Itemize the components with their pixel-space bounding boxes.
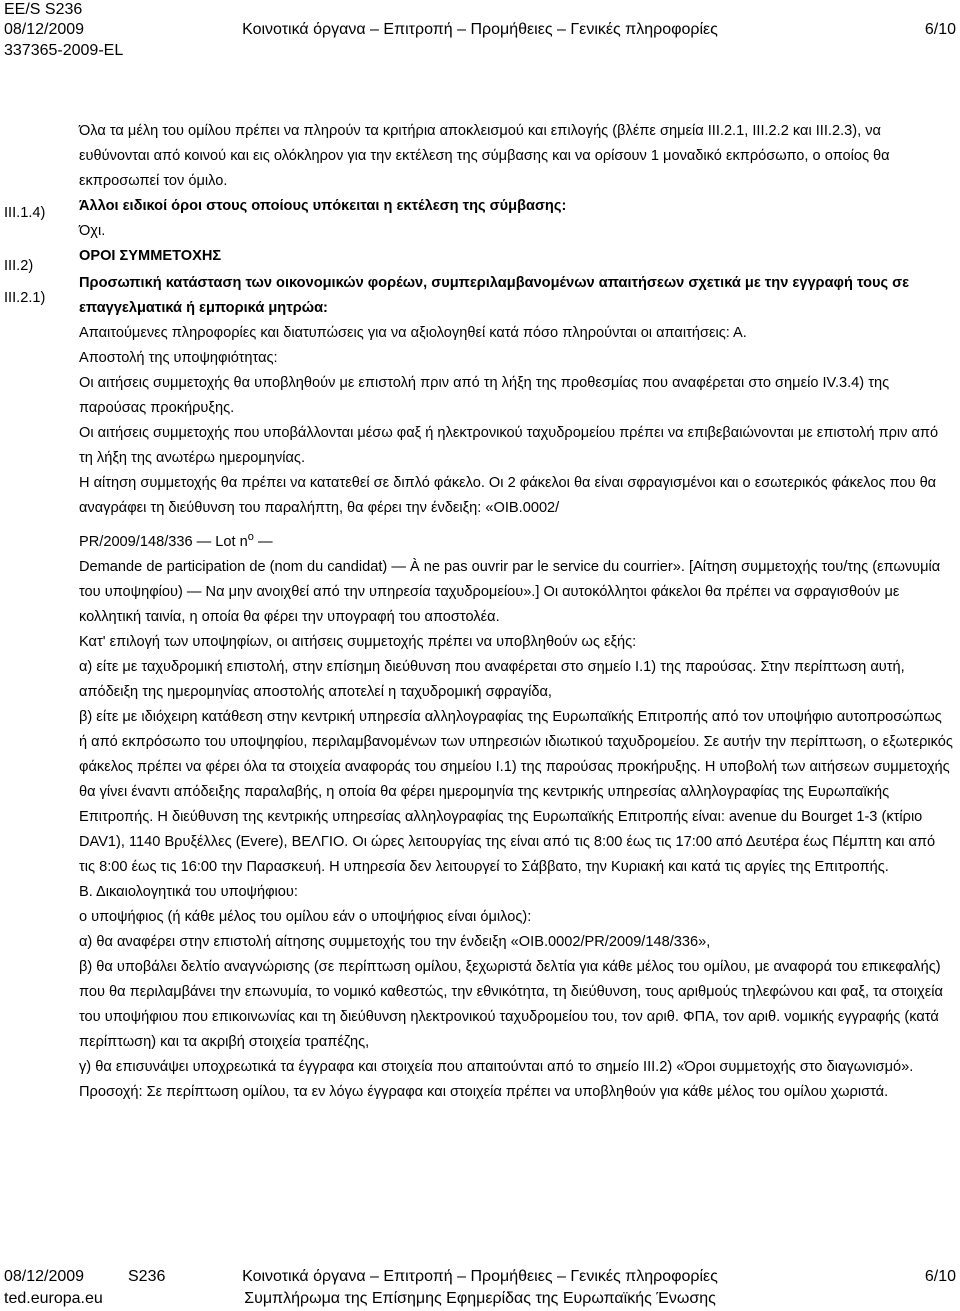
paragraph: Οι αιτήσεις συμμετοχής που υποβάλλονται μέσω φαξ ή ηλεκτρονικού ταχυδρομείου πρέπει να επιβεβαιώνονται με επιστολή πριν από τη λήξη της ανωτέρω ημερομηνίας. [79,425,939,466]
paragraph: Β. Δικαιολογητικά του υποψήφιου: [79,883,298,900]
footer-series: S236 [128,1268,166,1285]
doc-id: EE/S S236 [4,1,83,18]
paragraph: α) είτε με ταχυδρομική επιστολή, στην επίσημη διεύθυνση που αναφέρεται στο σημείο I.1) της παρούσας. Στην περίπτωση αυτή, απόδειξη της ημερομηνίας αποστολής αποτελεί η ταχυδρομική σφραγίδα, [79,658,905,700]
paragraph: Όλα τα μέλη του ομίλου πρέπει να πληρούν τα κριτήρια αποκλεισμού και επιλογής (βλέπε σημεία III.2.1, III.2.2 και III.2.3), να ευθύνονται από κοινού και εις ολόκληρον για την εκτέλεση της σύμβασης και να ορίσουν 1 μοναδικό εκπρόσωπο, ο οποίος θα εκπροσωπεί τον όμιλο. [79,123,890,189]
footer-page: 6/10 [924,1268,956,1285]
section-number-iii-2-1: III.2.1) [4,290,46,306]
paragraph: Όχι. [79,223,106,239]
header-title: Κοινοτικά όργανα – Επιτροπή – Προμήθειες – Γενικές πληροφορίες [242,21,718,38]
section-heading: ΟΡΟΙ ΣΥΜΜΕΤΟΧΗΣ [79,248,222,264]
paragraph: α) θα αναφέρει στην επιστολή αίτησης συμμετοχής του την ένδειξη «OIB.0002/PR/2009/148/336», [79,933,711,950]
section-heading: Προσωπική κατάσταση των οικονομικών φορέων, συμπεριλαμβανομένων απαιτήσεων σχετικά με την εγγραφή τους σε επαγγελματικά ή εμπορικά μητρώα: [79,275,910,316]
paragraph: Απαιτούμενες πληροφορίες και διατυπώσεις για να αξιολογηθεί κατά πόσο πληρούνται οι απαιτήσεις: Α. [79,325,747,341]
reference-text: PR/2009/148/336 — Lot n [79,533,248,550]
notice-id: 337365-2009-EL [4,42,124,59]
reference-text: — [253,533,273,550]
paragraph: ο υποψήφιος (ή κάθε μέλος του ομίλου εάν ο υποψήφιος είναι όμιλος): [79,908,532,925]
section-number-iii-2: III.2) [4,258,34,274]
paragraph: Προσοχή: Σε περίπτωση ομίλου, τα εν λόγω έγγραφα και στοιχεία πρέπει να υποβληθούν για κάθε μέλος του ομίλου χωριστά. [79,1083,889,1100]
superscript: o [247,531,254,543]
paragraph: Demande de participation de (nom du candidat) — À ne pas ouvrir par le service du courrier». [Αίτηση συμμετοχής του/της (επωνυμία του υποψηφίου) — Να μην ανοιχθεί από την υπηρεσία ταχυδρομείου».] Οι αυτοκόλλητοι φάκελοι θα πρέπει να σφραγισθούν με κολλητική ταινία, η οποία θα φέρει την υπογραφή του αποστολέα. [79,558,941,625]
section-heading: Άλλοι ειδικοί όροι στους οποίους υπόκειται η εκτέλεση της σύμβασης: [79,198,567,214]
footer-title: Κοινοτικά όργανα – Επιτροπή – Προμήθειες – Γενικές πληροφορίες [242,1268,718,1285]
document-body [79,119,953,1105]
paragraph [79,525,953,555]
paragraph: Η αίτηση συμμετοχής θα πρέπει να κατατεθεί σε διπλό φάκελο. Οι 2 φάκελοι θα είναι σφραγισμένοι και ο εσωτερικός φάκελος που θα αναγράφει τη διεύθυνση του παραλήπτη, θα φέρει την ένδειξη: «OIB.0002/ [79,475,937,516]
section-number-iii-1-4: III.1.4) [4,205,46,221]
header-page: 6/10 [924,21,956,38]
paragraph: γ) θα επισυνάψει υποχρεωτικά τα έγγραφα και στοιχεία που απαιτούνται από το σημείο III.2) «Όροι συμμετοχής στο διαγωνισμό». [79,1058,914,1075]
footer-site-link[interactable]: ted.europa.eu [4,1290,103,1307]
paragraph: Αποστολή της υποψηφιότητας: [79,350,278,366]
footer-date: 08/12/2009 [4,1268,85,1285]
footer-subtitle: Συμπλήρωμα της Επίσημης Εφημερίδας της Ευρωπαϊκής Ένωσης [244,1290,716,1307]
paragraph: β) θα υποβάλει δελτίο αναγνώρισης (σε περίπτωση ομίλου, ξεχωριστά δελτία για κάθε μέλος του ομίλου, με αναφορά του επικεφαλής) που θα περιλαμβάνει την επωνυμία, το νομικό καθεστώς, την εθνικότητα, τη διεύθυνση, τους αριθμούς τηλεφώνου και φαξ, τα στοιχεία του υποψήφιου που επικοινωνίας και τη διεύθυνση ηλεκτρονικού ταχυδρομείου του, τον αριθ. ΦΠΑ, τον αριθ. νομικής εγγραφής (κατά περίπτωση) και τα ακριβή στοιχεία τραπέζης, [79,958,943,1050]
paragraph: Οι αιτήσεις συμμετοχής θα υποβληθούν με επιστολή πριν από τη λήξη της προθεσμίας που αναφέρεται στο σημείο IV.3.4) της παρούσας προκήρυξης. [79,375,890,416]
header-date: 08/12/2009 [4,21,85,38]
paragraph: Κατ' επιλογή των υποψηφίων, οι αιτήσεις συμμετοχής πρέπει να υποβληθούν ως εξής: [79,633,637,650]
paragraph: β) είτε με ιδιόχειρη κατάθεση στην κεντρική υπηρεσία αλληλογραφίας της Ευρωπαϊκής Επιτροπής από τον υποψήφιο αυτοπροσώπως ή από εκπρόσωπο του υποψηφίου, περιλαμβανομένων των υπηρεσιών ιδιωτικού ταχυδρομείου. Σε αυτήν την περίπτωση, ο εξωτερικός φάκελος πρέπει να φέρει όλα τα στοιχεία αναφοράς του σημείου I.1) της παρούσας προκήρυξης. Η υποβολή των αιτήσεων συμμετοχής θα γίνει έναντι απόδειξης παραλαβής, η οποία θα φέρει ημερομηνία της κεντρικής υπηρεσίας αλληλογραφίας της Ευρωπαϊκής Επιτροπής. Η διεύθυνση της κεντρικής υπηρεσίας αλληλογραφίας της Ευρωπαϊκής Επιτροπής είναι: avenue du Bourget 1-3 (κτίριο DAV1), 1140 Βρυξέλλες (Evere), ΒΕΛΓΙΟ. Οι ώρες λειτουργίας της είναι από τις 8:00 έως τις 17:00 από Δευτέρα έως Πέμπτη και από τις 8:00 έως τις 16:00 την Παρασκευή. Η υπηρεσία δεν λειτουργεί το Σάββατο, την Κυριακή και κατά τις αργίες της Επιτροπής. [79,708,953,875]
